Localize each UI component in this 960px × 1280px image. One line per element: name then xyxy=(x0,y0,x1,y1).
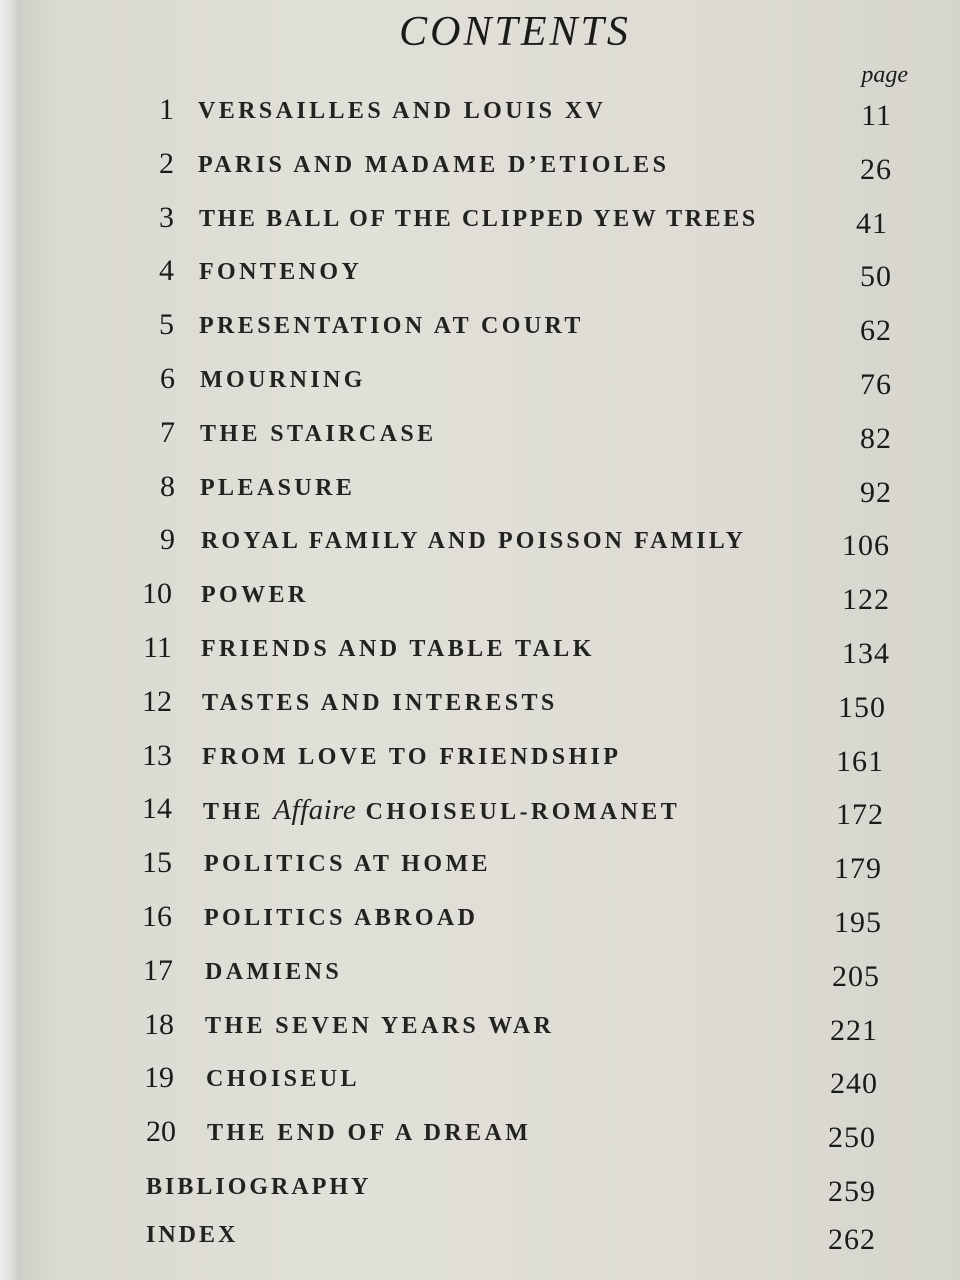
chapter-number: 2 xyxy=(159,146,174,180)
chapter-number: 14 xyxy=(142,792,172,826)
chapter-page: 50 xyxy=(860,260,892,294)
chapter-number: 7 xyxy=(160,415,175,449)
chapter-title: FROM LOVE TO FRIENDSHIP xyxy=(202,743,622,770)
chapter-title: FRIENDS AND TABLE TALK xyxy=(201,635,595,662)
chapter-number: 12 xyxy=(142,684,172,718)
toc-entry xyxy=(0,626,960,680)
chapter-title xyxy=(203,790,680,832)
chapter-page: 195 xyxy=(834,905,882,939)
toc-entry xyxy=(0,249,960,303)
chapter-title: VERSAILLES AND LOUIS XV xyxy=(198,98,607,124)
chapter-title: TASTES AND INTERESTS xyxy=(202,689,558,716)
toc-entry xyxy=(0,572,960,626)
chapter-number: 18 xyxy=(144,1007,174,1041)
chapter-title: PRESENTATION AT COURT xyxy=(199,313,584,340)
toc-entry xyxy=(0,1003,960,1057)
chapter-number: 11 xyxy=(143,630,172,664)
chapter-number: 16 xyxy=(142,899,172,933)
chapter-page: 76 xyxy=(860,367,892,401)
toc-entry xyxy=(0,734,960,788)
chapter-page: 82 xyxy=(860,421,892,455)
contents-heading: CONTENTS xyxy=(399,9,631,55)
chapter-number: 8 xyxy=(160,469,175,503)
chapter-number: 15 xyxy=(142,846,172,880)
toc-entry xyxy=(0,949,960,1003)
chapter-number: 17 xyxy=(143,953,173,987)
chapter-title: THE SEVEN YEARS WAR xyxy=(205,1012,555,1039)
index-page: 262 xyxy=(828,1222,876,1256)
chapter-page: 26 xyxy=(860,152,892,186)
chapter-title: THE STAIRCASE xyxy=(200,420,437,447)
toc-entry xyxy=(0,841,960,895)
chapter-number: 6 xyxy=(160,361,175,395)
chapter-page: 134 xyxy=(842,636,890,670)
chapter-title: PLEASURE xyxy=(200,474,356,501)
chapter-number: 13 xyxy=(142,738,172,772)
chapter-number: 9 xyxy=(160,523,175,557)
chapter-number: 3 xyxy=(159,200,174,234)
chapter-title-italic: Affaire xyxy=(273,794,357,827)
toc-entry xyxy=(0,196,960,250)
toc-entry xyxy=(0,411,960,465)
chapter-page: 106 xyxy=(842,529,890,563)
chapter-title: CHOISEUL xyxy=(206,1066,360,1093)
toc-entry xyxy=(0,1056,960,1110)
bibliography-title: BIBLIOGRAPHY xyxy=(146,1173,372,1200)
chapter-page: 172 xyxy=(836,798,884,832)
page-column-label: page xyxy=(861,62,908,88)
toc-entry xyxy=(0,465,960,519)
chapter-title: ROYAL FAMILY AND POISSON FAMILY xyxy=(201,528,747,555)
chapter-page: 161 xyxy=(836,744,884,778)
chapter-number: 20 xyxy=(146,1115,176,1149)
toc-entry xyxy=(0,357,960,411)
chapter-page: 150 xyxy=(838,690,886,724)
chapter-page: 41 xyxy=(856,206,888,240)
table-of-contents xyxy=(0,88,960,1260)
toc-entry xyxy=(0,303,960,357)
chapter-title: THE END OF A DREAM xyxy=(207,1120,532,1147)
chapter-number: 4 xyxy=(159,254,174,288)
chapter-page: 250 xyxy=(828,1121,876,1155)
chapter-title: POWER xyxy=(201,582,309,609)
toc-entry xyxy=(0,518,960,572)
chapter-page: 62 xyxy=(860,314,892,348)
chapter-number: 10 xyxy=(142,577,172,611)
chapter-title-prefix: THE xyxy=(203,799,264,826)
chapter-page: 221 xyxy=(830,1013,878,1047)
chapter-title: DAMIENS xyxy=(205,958,343,985)
chapter-page: 11 xyxy=(861,99,892,132)
bibliography-page: 259 xyxy=(828,1174,876,1208)
chapter-page: 179 xyxy=(834,852,882,886)
toc-entry xyxy=(0,142,960,196)
chapter-title: FONTENOY xyxy=(199,259,363,286)
toc-entry xyxy=(0,88,960,142)
chapter-number: 19 xyxy=(144,1061,174,1095)
toc-entry xyxy=(0,895,960,949)
chapter-title: POLITICS ABROAD xyxy=(204,904,479,931)
chapter-title: MOURNING xyxy=(200,366,366,393)
toc-back-matter-entry xyxy=(0,1212,960,1260)
chapter-page: 92 xyxy=(860,475,892,509)
toc-back-matter-entry xyxy=(0,1164,960,1212)
chapter-title: POLITICS AT HOME xyxy=(204,851,491,878)
chapter-title-suffix: CHOISEUL-ROMANET xyxy=(365,799,681,826)
chapter-page: 205 xyxy=(832,959,880,993)
chapter-number: 5 xyxy=(159,308,174,342)
chapter-number: 1 xyxy=(159,93,174,126)
toc-entry xyxy=(0,680,960,734)
chapter-title: THE BALL OF THE CLIPPED YEW TREES xyxy=(199,205,758,232)
chapter-page: 240 xyxy=(830,1067,878,1101)
chapter-title: PARIS AND MADAME D’ETIOLES xyxy=(198,151,670,178)
toc-entry xyxy=(0,1110,960,1164)
index-title: INDEX xyxy=(146,1221,239,1248)
chapter-page: 122 xyxy=(842,583,890,617)
toc-entry-affaire xyxy=(0,787,960,841)
